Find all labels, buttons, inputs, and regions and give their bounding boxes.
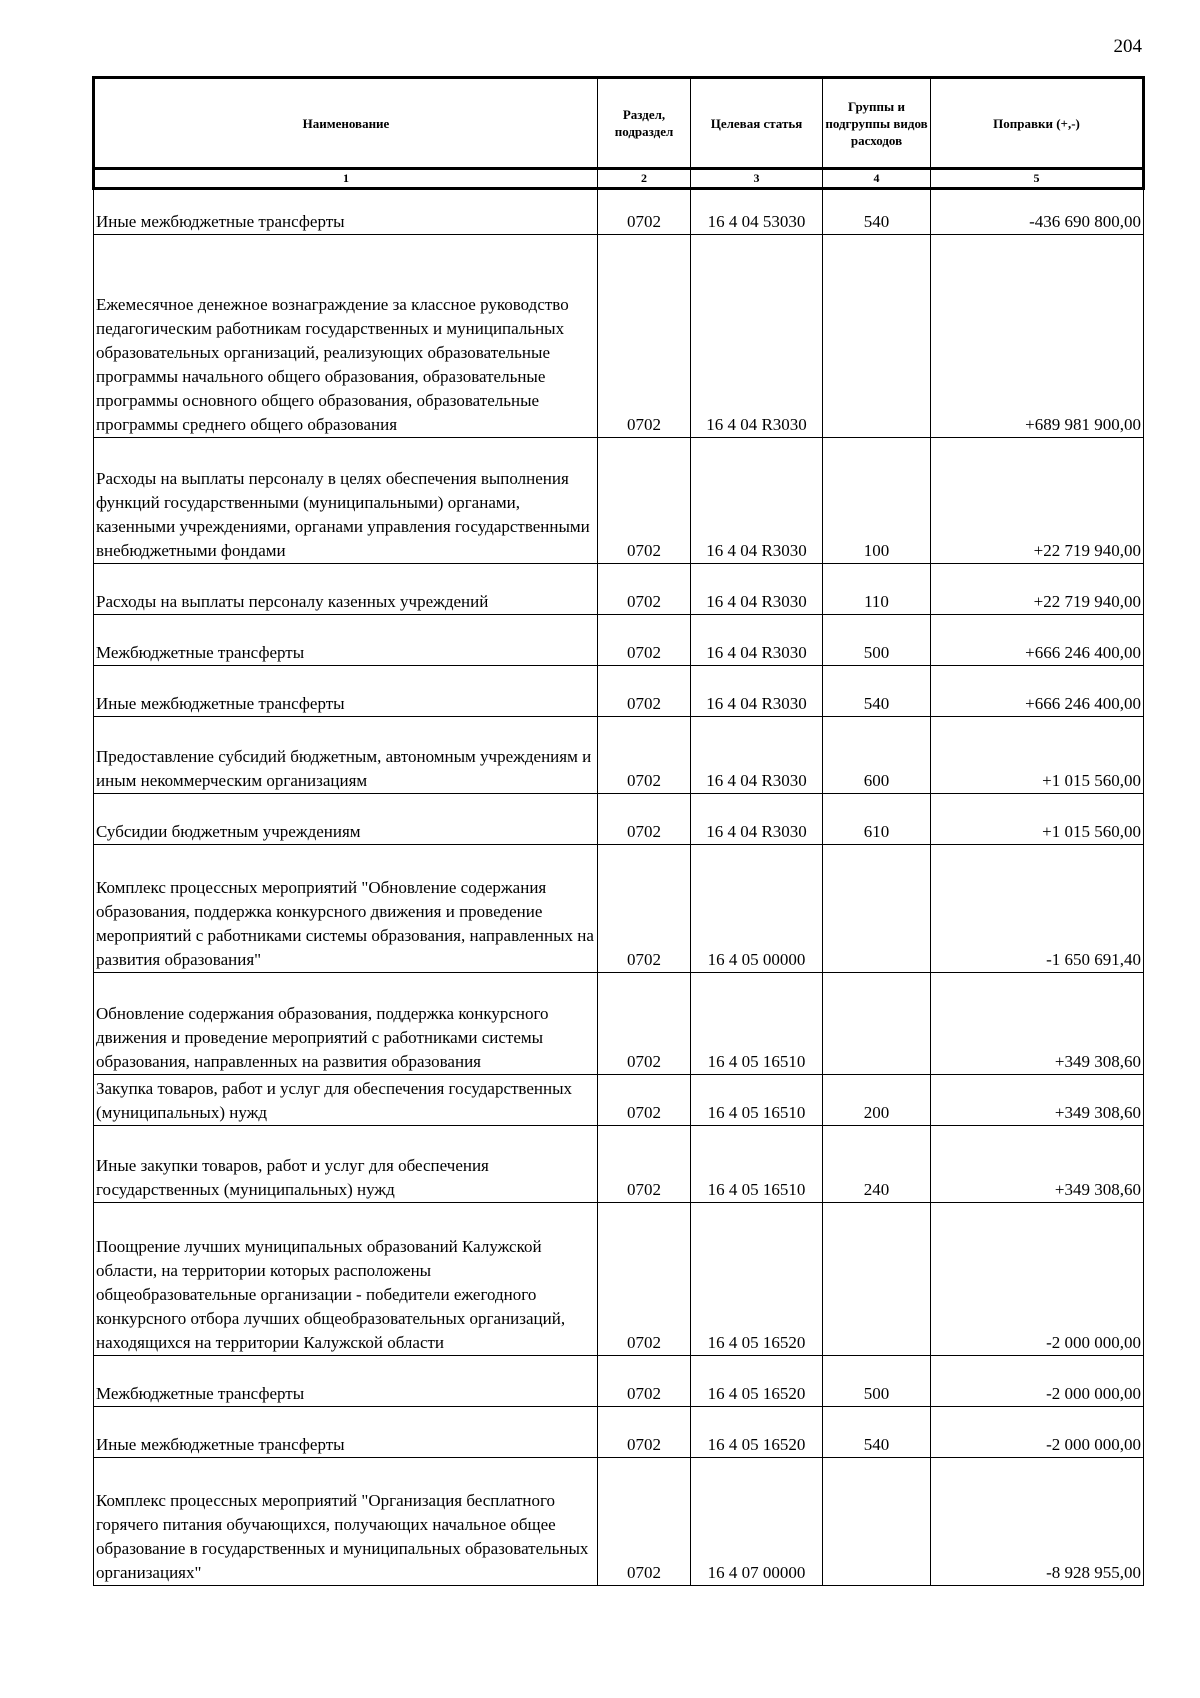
row-section: 0702: [598, 845, 691, 973]
row-group: 500: [823, 615, 931, 666]
row-amount: -2 000 000,00: [931, 1203, 1144, 1356]
row-group: 500: [823, 1356, 931, 1407]
row-section: 0702: [598, 717, 691, 794]
table-row: [94, 1203, 1144, 1356]
row-section: 0702: [598, 666, 691, 717]
row-article: 16 4 05 16520: [691, 1407, 823, 1458]
row-group: [823, 973, 931, 1075]
row-name: Иные межбюджетные трансферты: [94, 1407, 598, 1458]
table-row: [94, 564, 1144, 615]
row-article: 16 4 04 R3030: [691, 794, 823, 845]
row-group: 610: [823, 794, 931, 845]
row-section: 0702: [598, 235, 691, 438]
table-row: [94, 1126, 1144, 1203]
row-section: 0702: [598, 1203, 691, 1356]
row-amount: -436 690 800,00: [931, 189, 1144, 235]
row-name: Расходы на выплаты персоналу казенных учреждений: [94, 564, 598, 615]
header-amount: Поправки (+,-): [931, 78, 1144, 169]
table-row: [94, 1458, 1144, 1586]
row-article: 16 4 05 00000: [691, 845, 823, 973]
row-name: Ежемесячное денежное вознаграждение за классное руководство педагогическим работникам государственных и муниципальных образовательных организаций, реализующих образовательные программы начального общего образования, образовательные программы основного общего образования, образовательные программы среднего общего образования: [94, 235, 598, 438]
row-amount: +1 015 560,00: [931, 717, 1144, 794]
row-section: 0702: [598, 1126, 691, 1203]
row-section: 0702: [598, 189, 691, 235]
row-name: Межбюджетные трансферты: [94, 1356, 598, 1407]
row-article: 16 4 04 R3030: [691, 235, 823, 438]
row-article: 16 4 04 53030: [691, 189, 823, 235]
row-section: 0702: [598, 564, 691, 615]
row-amount: +666 246 400,00: [931, 615, 1144, 666]
row-group: [823, 1203, 931, 1356]
row-name: Предоставление субсидий бюджетным, автономным учреждениям и иным некоммерческим организациям: [94, 717, 598, 794]
header-section: Раздел, подраздел: [598, 78, 691, 169]
table-row: [94, 438, 1144, 564]
column-number: 5: [931, 169, 1144, 189]
row-section: 0702: [598, 1356, 691, 1407]
row-name: Межбюджетные трансферты: [94, 615, 598, 666]
row-amount: +349 308,60: [931, 973, 1144, 1075]
row-amount: +689 981 900,00: [931, 235, 1144, 438]
table-row: [94, 189, 1144, 235]
table-row: [94, 1407, 1144, 1458]
header-article: Целевая статья: [691, 78, 823, 169]
row-name: Комплекс процессных мероприятий "Организация бесплатного горячего питания обучающихся, получающих начальное общее образование в государственных и муниципальных образовательных организациях": [94, 1458, 598, 1586]
row-group: [823, 1458, 931, 1586]
row-amount: -2 000 000,00: [931, 1356, 1144, 1407]
row-amount: -2 000 000,00: [931, 1407, 1144, 1458]
row-section: 0702: [598, 438, 691, 564]
row-section: 0702: [598, 1458, 691, 1586]
row-article: 16 4 04 R3030: [691, 564, 823, 615]
row-amount: +349 308,60: [931, 1126, 1144, 1203]
row-name: Иные межбюджетные трансферты: [94, 189, 598, 235]
table-row: [94, 666, 1144, 717]
row-section: 0702: [598, 1407, 691, 1458]
table-header-row: [94, 78, 1144, 169]
row-amount: +22 719 940,00: [931, 564, 1144, 615]
row-amount: +349 308,60: [931, 1075, 1144, 1126]
row-group: 200: [823, 1075, 931, 1126]
row-section: 0702: [598, 1075, 691, 1126]
row-group: [823, 845, 931, 973]
row-article: 16 4 05 16510: [691, 1075, 823, 1126]
row-group: 110: [823, 564, 931, 615]
row-article: 16 4 05 16520: [691, 1356, 823, 1407]
column-number-row: [94, 169, 1144, 189]
header-name: Наименование: [94, 78, 598, 169]
row-group: 100: [823, 438, 931, 564]
row-group: [823, 235, 931, 438]
row-name: Закупка товаров, работ и услуг для обеспечения государственных (муниципальных) нужд: [94, 1075, 598, 1126]
row-section: 0702: [598, 973, 691, 1075]
row-group: 540: [823, 189, 931, 235]
table-row: [94, 794, 1144, 845]
row-name: Расходы на выплаты персоналу в целях обеспечения выполнения функций государственными (муниципальными) органами, казенными учреждениями, органами управления государственными внебюджетными фондами: [94, 438, 598, 564]
row-section: 0702: [598, 794, 691, 845]
column-number: 1: [94, 169, 598, 189]
row-amount: +1 015 560,00: [931, 794, 1144, 845]
table-row: [94, 717, 1144, 794]
row-amount: -1 650 691,40: [931, 845, 1144, 973]
row-article: 16 4 04 R3030: [691, 438, 823, 564]
row-article: 16 4 07 00000: [691, 1458, 823, 1586]
page-number: 204: [1113, 36, 1142, 57]
table-row: [94, 235, 1144, 438]
budget-amendments-table: [92, 76, 1145, 1586]
row-article: 16 4 05 16510: [691, 973, 823, 1075]
row-group: 600: [823, 717, 931, 794]
table-row: [94, 845, 1144, 973]
row-group: 540: [823, 666, 931, 717]
header-group: Группы и подгруппы видов расходов: [823, 78, 931, 169]
row-amount: -8 928 955,00: [931, 1458, 1144, 1586]
row-article: 16 4 04 R3030: [691, 615, 823, 666]
row-amount: +22 719 940,00: [931, 438, 1144, 564]
row-name: Иные закупки товаров, работ и услуг для обеспечения государственных (муниципальных) нужд: [94, 1126, 598, 1203]
row-name: Комплекс процессных мероприятий "Обновление содержания образования, поддержка конкурсного движения и проведение мероприятий с работниками системы образования, направленных на развития образования": [94, 845, 598, 973]
row-name: Субсидии бюджетным учреждениям: [94, 794, 598, 845]
row-article: 16 4 05 16510: [691, 1126, 823, 1203]
column-number: 4: [823, 169, 931, 189]
row-article: 16 4 05 16520: [691, 1203, 823, 1356]
row-amount: +666 246 400,00: [931, 666, 1144, 717]
row-name: Обновление содержания образования, поддержка конкурсного движения и проведение мероприятий с работниками системы образования, направленных на развития образования: [94, 973, 598, 1075]
table-row: [94, 615, 1144, 666]
row-article: 16 4 04 R3030: [691, 717, 823, 794]
row-name: Иные межбюджетные трансферты: [94, 666, 598, 717]
column-number: 3: [691, 169, 823, 189]
row-article: 16 4 04 R3030: [691, 666, 823, 717]
row-section: 0702: [598, 615, 691, 666]
table-row: [94, 1356, 1144, 1407]
table-row: [94, 1075, 1144, 1126]
row-group: 540: [823, 1407, 931, 1458]
row-name: Поощрение лучших муниципальных образований Калужской области, на территории которых расположены общеобразовательные организации - победители ежегодного конкурсного отбора лучших общеобразовательных организаций, находящихся на территории Калужской области: [94, 1203, 598, 1356]
column-number: 2: [598, 169, 691, 189]
row-group: 240: [823, 1126, 931, 1203]
table-row: [94, 973, 1144, 1075]
